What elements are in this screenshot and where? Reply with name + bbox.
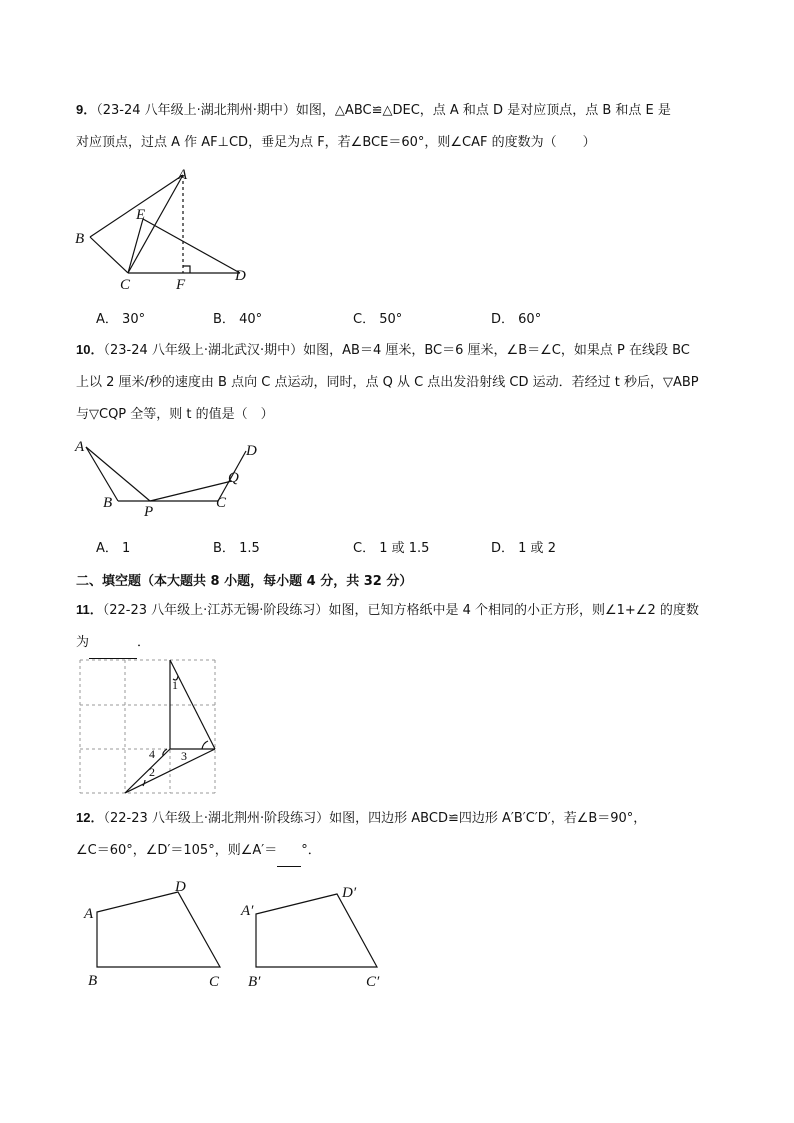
q10-label-q: Q	[228, 470, 239, 486]
q10-line-2: 上以 2 厘米/秒的速度由 B 点向 C 点运动，同时，点 Q 从 C 点出发沿射线 CD 运动．若经过 t 秒后，▽ABP	[76, 375, 699, 390]
q9-line-2: 对应顶点，过点 A 作 AF⊥CD，垂足为点 F，若∠BCE＝60°，则∠CAF 的度数为（ ）	[76, 135, 596, 150]
q11-line-2-suffix: ．	[137, 635, 151, 650]
q9-number: 9．	[76, 102, 97, 117]
q12-label-d-prime: D′	[342, 885, 357, 901]
q9-segment-ce	[128, 219, 143, 273]
section-2-heading: 二、填空题（本大题共 8 小题，每小题 4 分，共 32 分）	[76, 574, 413, 589]
q9-segment-bc	[90, 237, 128, 273]
q11-angle-label-4: 4	[149, 747, 155, 761]
q11-figure	[78, 658, 220, 798]
q11-angle-arc-2	[143, 780, 145, 786]
q9-option-d-text: 60°	[518, 312, 542, 327]
q10-label-c: C	[216, 495, 227, 511]
q10-figure	[70, 435, 270, 520]
q9-segment-ed	[143, 219, 240, 273]
q9-option-c[interactable]	[353, 311, 402, 329]
q11-line-1	[76, 594, 716, 627]
question-10	[76, 334, 716, 431]
q10-option-c[interactable]	[353, 540, 429, 558]
q12-source: （22-23 八年级上·湖北荆州·阶段练习）	[103, 811, 330, 826]
q12-label-c: C	[209, 974, 220, 990]
q9-source: （23-24 八年级上·湖北荆州·期中）	[96, 103, 296, 118]
q10-label-a: A	[75, 439, 85, 455]
q10-option-d-letter: D．	[491, 541, 515, 556]
q9-option-d-letter: D．	[491, 312, 515, 327]
q10-option-d-text: 1 或 2	[518, 541, 556, 556]
q9-option-a-letter: A．	[96, 312, 118, 327]
q10-option-b-text: 1.5	[239, 541, 260, 556]
q11-angle-arc-3	[202, 741, 208, 749]
q9-segment-ab	[90, 175, 183, 237]
q10-option-c-text: 1 或 1.5	[379, 541, 430, 556]
q12-figure	[80, 872, 400, 997]
q10-segment-ab	[86, 447, 118, 501]
q12-label-d: D	[175, 879, 186, 895]
q9-segment-ca	[128, 175, 183, 273]
q12-label-b-prime: B′	[248, 974, 261, 990]
q9-option-b-text: 40°	[239, 312, 263, 327]
q10-option-a[interactable]	[96, 540, 130, 558]
q9-label-a: A	[178, 167, 188, 183]
q11-line-2-prefix: 为	[76, 635, 90, 650]
q10-option-d[interactable]	[491, 540, 556, 558]
q12-label-a: A	[84, 906, 94, 922]
q9-figure	[70, 165, 270, 295]
q12-answer-blank[interactable]	[277, 852, 301, 867]
q10-option-a-text: 1	[122, 541, 131, 556]
q12-line-2-suffix: °．	[301, 843, 321, 858]
q9-option-c-text: 50°	[379, 312, 403, 327]
q11-number: 11．	[76, 602, 103, 617]
q9-option-b-letter: B．	[213, 312, 235, 327]
question-11	[76, 594, 716, 659]
q12-line-2-prefix: ∠C＝60°，∠D′＝105°，则∠A′＝	[76, 843, 278, 858]
q9-option-c-letter: C．	[353, 312, 376, 327]
q11-angle-label-2: 2	[149, 765, 155, 779]
q11-grid	[80, 660, 215, 793]
q11-angle-label-3: 3	[181, 749, 187, 763]
q9-option-d[interactable]	[491, 311, 541, 329]
q12-quad-abcd-prime	[256, 894, 377, 967]
q10-label-d: D	[246, 443, 257, 459]
q12-label-a-prime: A′	[241, 903, 254, 919]
q10-option-a-letter: A．	[96, 541, 118, 556]
q10-segment-ap	[86, 447, 150, 501]
q10-label-p: P	[144, 504, 154, 520]
q10-number: 10．	[76, 342, 104, 357]
q10-source: （23-24 八年级上·湖北武汉·期中）	[103, 343, 304, 358]
q9-label-c: C	[120, 277, 131, 293]
q9-option-a[interactable]	[96, 311, 145, 329]
q9-line-1	[76, 94, 716, 127]
q9-right-angle-mark	[183, 266, 190, 273]
q9-text-1: 如图，△ABC≌△DEC，点 A 和点 D 是对应顶点，点 B 和点 E 是	[295, 103, 671, 118]
q9-option-a-text: 30°	[122, 312, 146, 327]
question-9	[76, 94, 716, 159]
q9-label-b: B	[75, 231, 85, 247]
q10-line-3: 与▽CQP 全等，则 t 的值是（ ）	[76, 407, 274, 422]
q9-label-d: D	[235, 268, 246, 284]
q10-option-b[interactable]	[213, 540, 260, 558]
q11-line-2	[76, 627, 716, 659]
q10-line-1	[76, 334, 716, 367]
q11-answer-blank[interactable]	[89, 644, 137, 659]
q10-label-b: B	[103, 495, 113, 511]
q10-option-b-letter: B．	[213, 541, 235, 556]
q12-text-1: 如图，四边形 ABCD≌四边形 A′B′C′D′，若∠B＝90°，	[329, 811, 647, 826]
q9-label-e: E	[136, 207, 146, 223]
q10-option-c-letter: C．	[353, 541, 376, 556]
q12-line-1	[76, 802, 716, 835]
q9-label-f: F	[176, 277, 186, 293]
q9-option-b[interactable]	[213, 311, 262, 329]
q12-label-c-prime: C′	[366, 974, 380, 990]
q11-text-1: 如图，已知方格纸中是 4 个相同的小正方形，则∠1+∠2 的度数	[328, 603, 699, 618]
q12-number: 12．	[76, 810, 104, 825]
q12-quad-abcd	[97, 892, 220, 967]
q12-line-2	[76, 835, 716, 867]
question-12	[76, 802, 716, 867]
q11-angle-label-1: 1	[172, 678, 178, 692]
q10-text-1: 如图，AB＝4 厘米，BC＝6 厘米，∠B＝∠C，如果点 P 在线段 BC	[303, 343, 690, 358]
q11-source: （22-23 八年级上·江苏无锡·阶段练习）	[102, 603, 329, 618]
q12-label-b: B	[88, 973, 98, 989]
